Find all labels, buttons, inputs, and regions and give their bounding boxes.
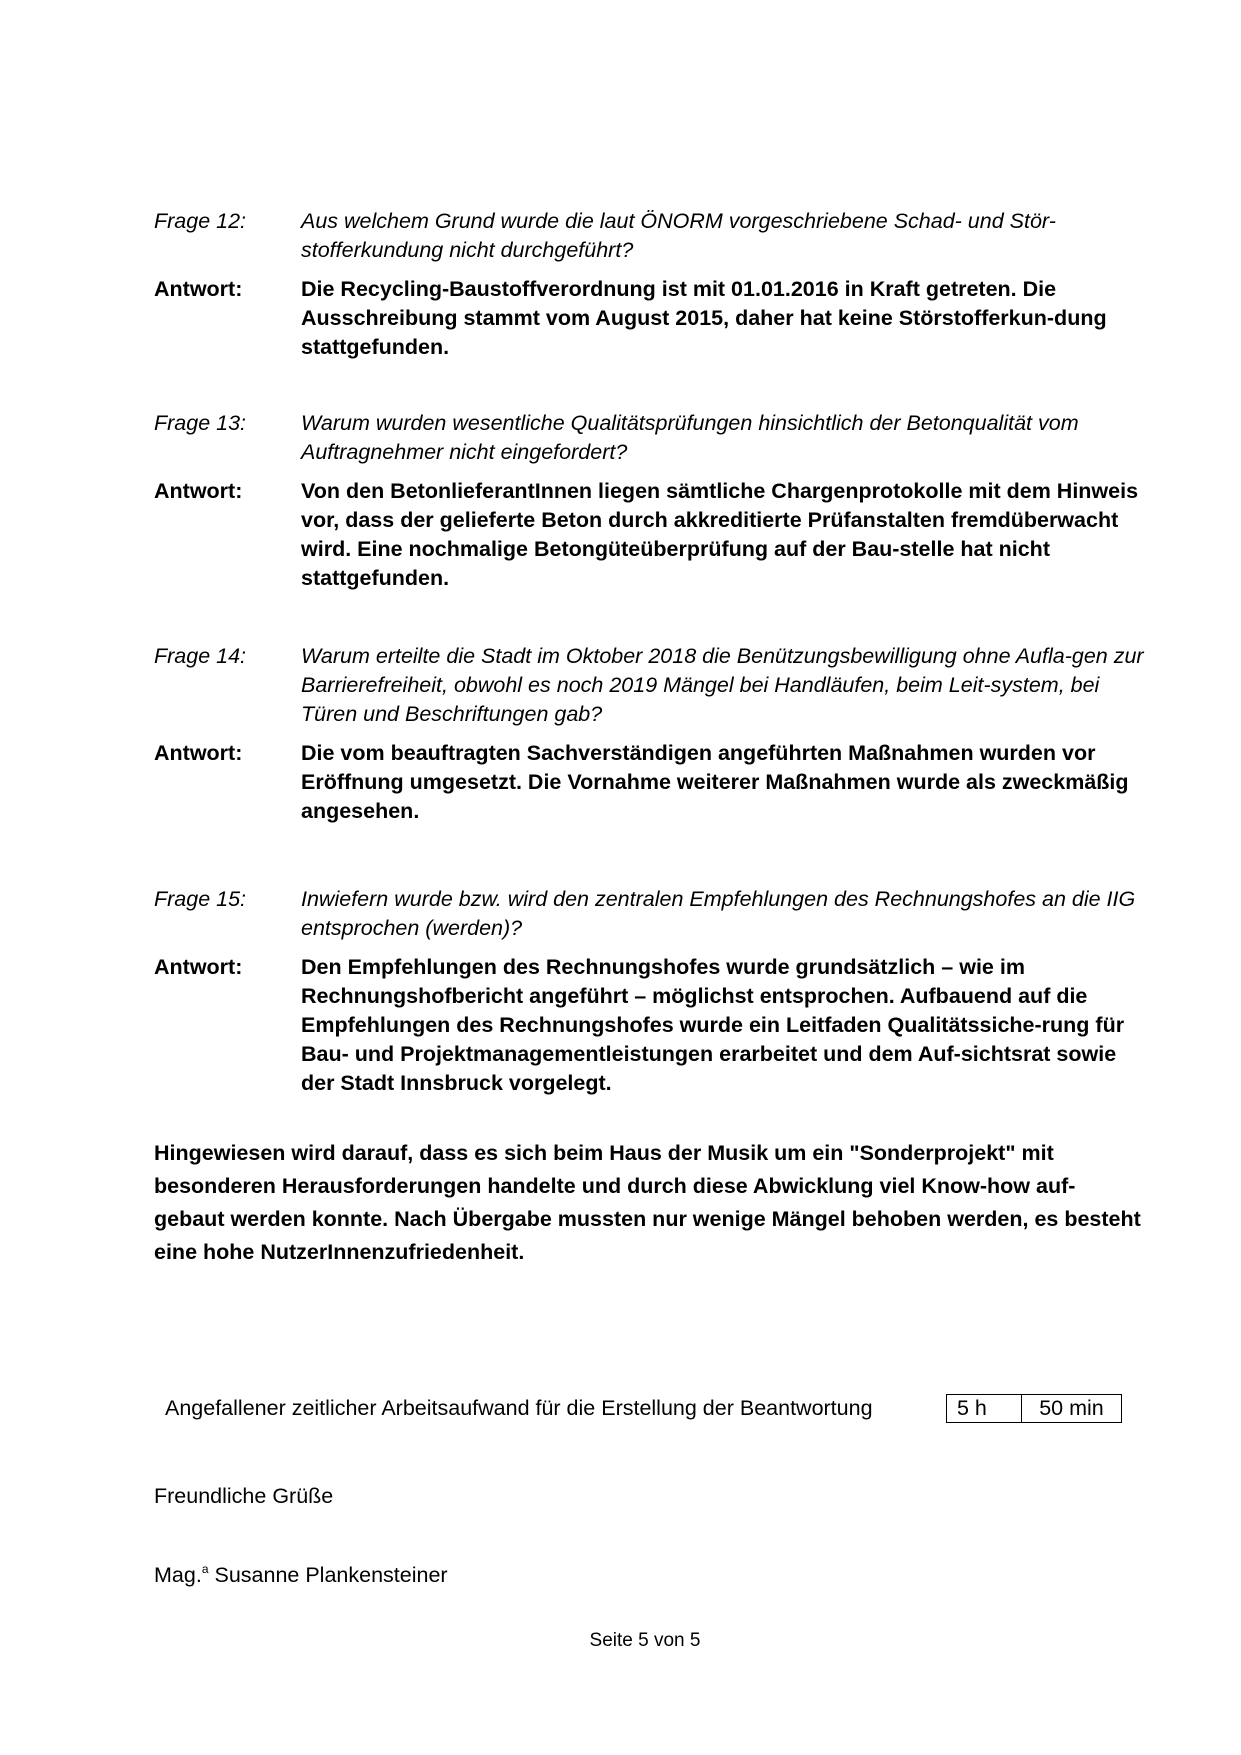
answer-text: Die Recycling-Baustoffverordnung ist mit 01.01.2016 in Kraft getreten. Die Ausschreibung stammt vom August 2015, daher hat keine Störstofferkun-dung stattgefunden. <box>301 277 1107 359</box>
effort-minutes: 50 min <box>1039 1395 1104 1420</box>
effort-row <box>165 1393 1122 1423</box>
answer <box>154 953 1144 1098</box>
closing-statement: Hingewiesen wird darauf, dass es sich beim Haus der Musik um ein "Sonderprojekt" mit besonderen Herausforderungen handelte und durch diese Abwicklung viel Know-how auf-gebaut werden konnte. Nach Übergabe mussten nur wenige Mängel behoben werden, es besteht eine hohe NutzerInnenzufriedenheit. <box>154 1141 1141 1264</box>
question-label: Frage 12: <box>154 209 247 233</box>
page-number: Seite 5 von 5 <box>589 1630 701 1651</box>
greeting: Freundliche Grüße <box>154 1484 334 1508</box>
signature-title-sup: a <box>201 1562 209 1576</box>
question-text: Warum wurden wesentliche Qualitätsprüfungen hinsichtlich der Betonqualität vom Auftragnehmer nicht eingefordert? <box>301 411 1079 464</box>
question-text: Warum erteilte die Stadt im Oktober 2018 die Benützungsbewilligung ohne Aufla-gen zur Barrierefreiheit, obwohl es noch 2019 Mängel bei Handläufen, beim Leit-system, bei Türen und Beschriftungen gab? <box>301 644 1144 726</box>
qa-block-14 <box>154 642 1144 826</box>
question-text: Aus welchem Grund wurde die laut ÖNORM vorgeschriebene Schad- und Stör-stofferkundung nicht durchgeführt? <box>301 209 1056 262</box>
answer-label: Antwort: <box>154 955 243 979</box>
signature-name: Susanne Plankensteiner <box>214 1563 448 1587</box>
signature <box>154 1555 448 1590</box>
question-label: Frage 13: <box>154 411 247 435</box>
question-text: Inwiefern wurde bzw. wird den zentralen Empfehlungen des Rechnungshofes an die IIG entsprochen (werden)? <box>301 887 1136 940</box>
qa-block-13 <box>154 409 1144 593</box>
question-label: Frage 15: <box>154 887 247 911</box>
signature-title: Mag. <box>154 1563 202 1587</box>
answer-label: Antwort: <box>154 277 243 301</box>
answer-label: Antwort: <box>154 479 243 503</box>
answer-text: Von den BetonlieferantInnen liegen sämtliche Chargenprotokolle mit dem Hinweis vor, dass der gelieferte Beton durch akkreditierte Prüfanstalten fremdüberwacht wird. Eine nochmalige Betongüteüberprüfung auf der Bau-stelle hat nicht stattgefunden. <box>301 479 1139 590</box>
question <box>154 885 1144 943</box>
qa-block-15 <box>154 885 1144 1098</box>
effort-box <box>946 1394 1122 1423</box>
answer-text: Den Empfehlungen des Rechnungshofes wurde grundsätzlich – wie im Rechnungshofbericht angeführt – möglichst entsprochen. Aufbauend auf die Empfehlungen des Rechnungshofes wurde ein Leitfaden Qualitätssiche-rung für Bau- und Projektmanagementleistungen erarbeitet und dem Auf-sichtsrat sowie der Stadt Innsbruck vorgelegt. <box>301 955 1125 1095</box>
effort-hours: 5 h <box>947 1395 1022 1422</box>
question <box>154 642 1144 729</box>
qa-block-12 <box>154 207 1144 362</box>
answer <box>154 275 1144 362</box>
question-label: Frage 14: <box>154 644 247 668</box>
answer-label: Antwort: <box>154 741 243 765</box>
answer <box>154 477 1144 593</box>
answer-text: Die vom beauftragten Sachverständigen angeführten Maßnahmen wurden vor Eröffnung umgesetzt. Die Vornahme weiterer Maßnahmen wurde als zweckmäßig angesehen. <box>301 741 1129 823</box>
answer <box>154 739 1144 826</box>
question <box>154 207 1144 265</box>
question <box>154 409 1144 467</box>
effort-label: Angefallener zeitlicher Arbeitsaufwand für die Erstellung der Beantwortung <box>165 1395 873 1420</box>
